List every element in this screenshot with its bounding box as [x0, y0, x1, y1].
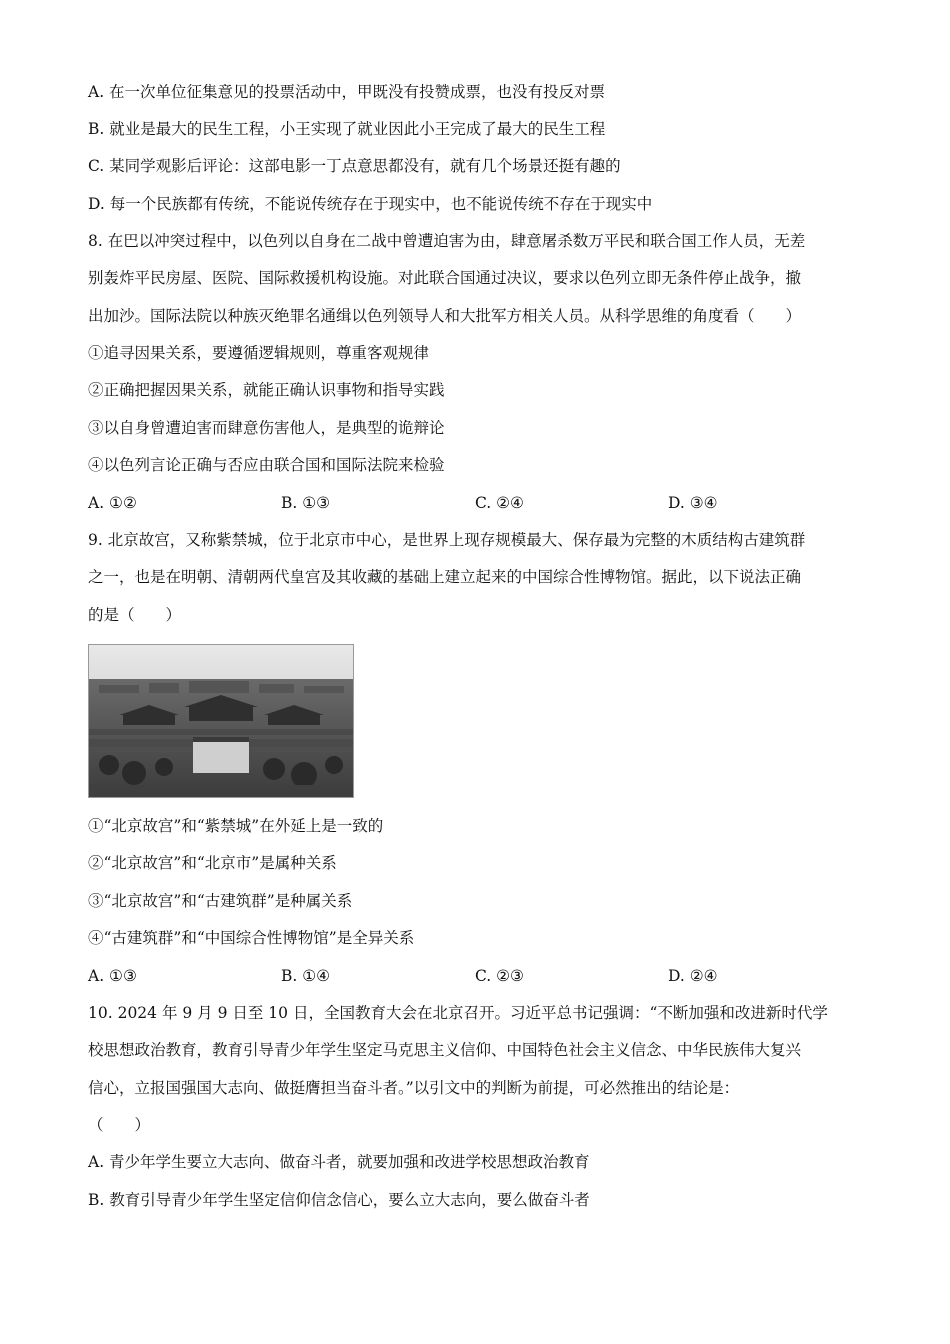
q8-statement-4: ④以色列言论正确与否应由联合国和国际法院来检验 — [88, 456, 445, 474]
q10-stem-line-1: 10. 2024 年 9 月 9 日至 10 日，全国教育大会在北京召开。习近平总书记强调：“不断加强和改进新时代学 — [88, 1004, 828, 1022]
q8-choice-b: B. ①③ — [281, 494, 331, 512]
q10-stem-line-3: 信心，立报国强国大志向、做挺膺担当奋斗者。”以引文中的判断为前提，可必然推出的结论是： — [88, 1079, 740, 1097]
forbidden-city-photo — [88, 644, 354, 798]
q8-choice-c: C. ②④ — [475, 494, 524, 512]
q8-stem-line-2: 别轰炸平民房屋、医院、国际救援机构设施。对此联合国通过决议，要求以色列立即无条件停止战争，撤 — [88, 269, 802, 287]
q7-option-d: D. 每一个民族都有传统，不能说传统存在于现实中，也不能说传统不存在于现实中 — [88, 195, 653, 213]
q9-choice-b: B. ①④ — [281, 967, 331, 985]
q10-stem-line-2: 校思想政治教育，教育引导青少年学生坚定马克思主义信仰、中国特色社会主义信念、中华民族伟大复兴 — [88, 1041, 802, 1059]
q9-statement-4: ④“古建筑群”和“中国综合性博物馆”是全异关系 — [88, 929, 415, 947]
q8-stem-line-1: 8. 在巴以冲突过程中，以色列以自身在二战中曾遭迫害为由，肆意屠杀数万平民和联合国工作人员，无差 — [88, 232, 806, 250]
q8-statement-1: ①追寻因果关系，要遵循逻辑规则，尊重客观规律 — [88, 344, 430, 362]
q9-statement-2: ②“北京故宫”和“北京市”是属种关系 — [88, 854, 337, 872]
q9-choice-a: A. ①③ — [88, 967, 137, 985]
q8-choice-d: D. ③④ — [668, 494, 718, 512]
q7-option-a: A. 在一次单位征集意见的投票活动中，甲既没有投赞成票，也没有投反对票 — [88, 83, 606, 101]
q10-option-b: B. 教育引导青少年学生坚定信仰信念信心，要么立大志向，要么做奋斗者 — [88, 1191, 590, 1209]
q8-statement-3: ③以自身曾遭迫害而肆意伤害他人，是典型的诡辩论 — [88, 419, 445, 437]
q8-statement-2: ②正确把握因果关系，就能正确认识事物和指导实践 — [88, 381, 445, 399]
q8-stem-line-3: 出加沙。国际法院以种族灭绝罪名通缉以色列领导人和大批军方相关人员。从科学思维的角度看（ ） — [88, 307, 802, 325]
q10-answer-bracket: （ ） — [88, 1116, 151, 1134]
q9-stem-line-1: 9. 北京故宫，又称紫禁城，位于北京市中心，是世界上现存规模最大、保存最为完整的木质结构古建筑群 — [88, 531, 806, 549]
q9-stem-line-2: 之一，也是在明朝、清朝两代皇宫及其收藏的基础上建立起来的中国综合性博物馆。据此，以下说法正确 — [88, 568, 802, 586]
q9-choice-d: D. ②④ — [668, 967, 718, 985]
q10-option-a: A. 青少年学生要立大志向、做奋斗者，就要加强和改进学校思想政治教育 — [88, 1153, 590, 1171]
q7-option-b: B. 就业是最大的民生工程，小王实现了就业因此小王完成了最大的民生工程 — [88, 120, 606, 138]
q7-option-c: C. 某同学观影后评论：这部电影一丁点意思都没有，就有几个场景还挺有趣的 — [88, 157, 621, 175]
q9-stem-line-3: 的是（ ） — [88, 606, 182, 624]
q8-choice-a: A. ①② — [88, 494, 137, 512]
q9-choice-c: C. ②③ — [475, 967, 524, 985]
q9-statement-1: ①“北京故宫”和“紫禁城”在外延上是一致的 — [88, 817, 384, 835]
q9-statement-3: ③“北京故宫”和“古建筑群”是种属关系 — [88, 892, 353, 910]
